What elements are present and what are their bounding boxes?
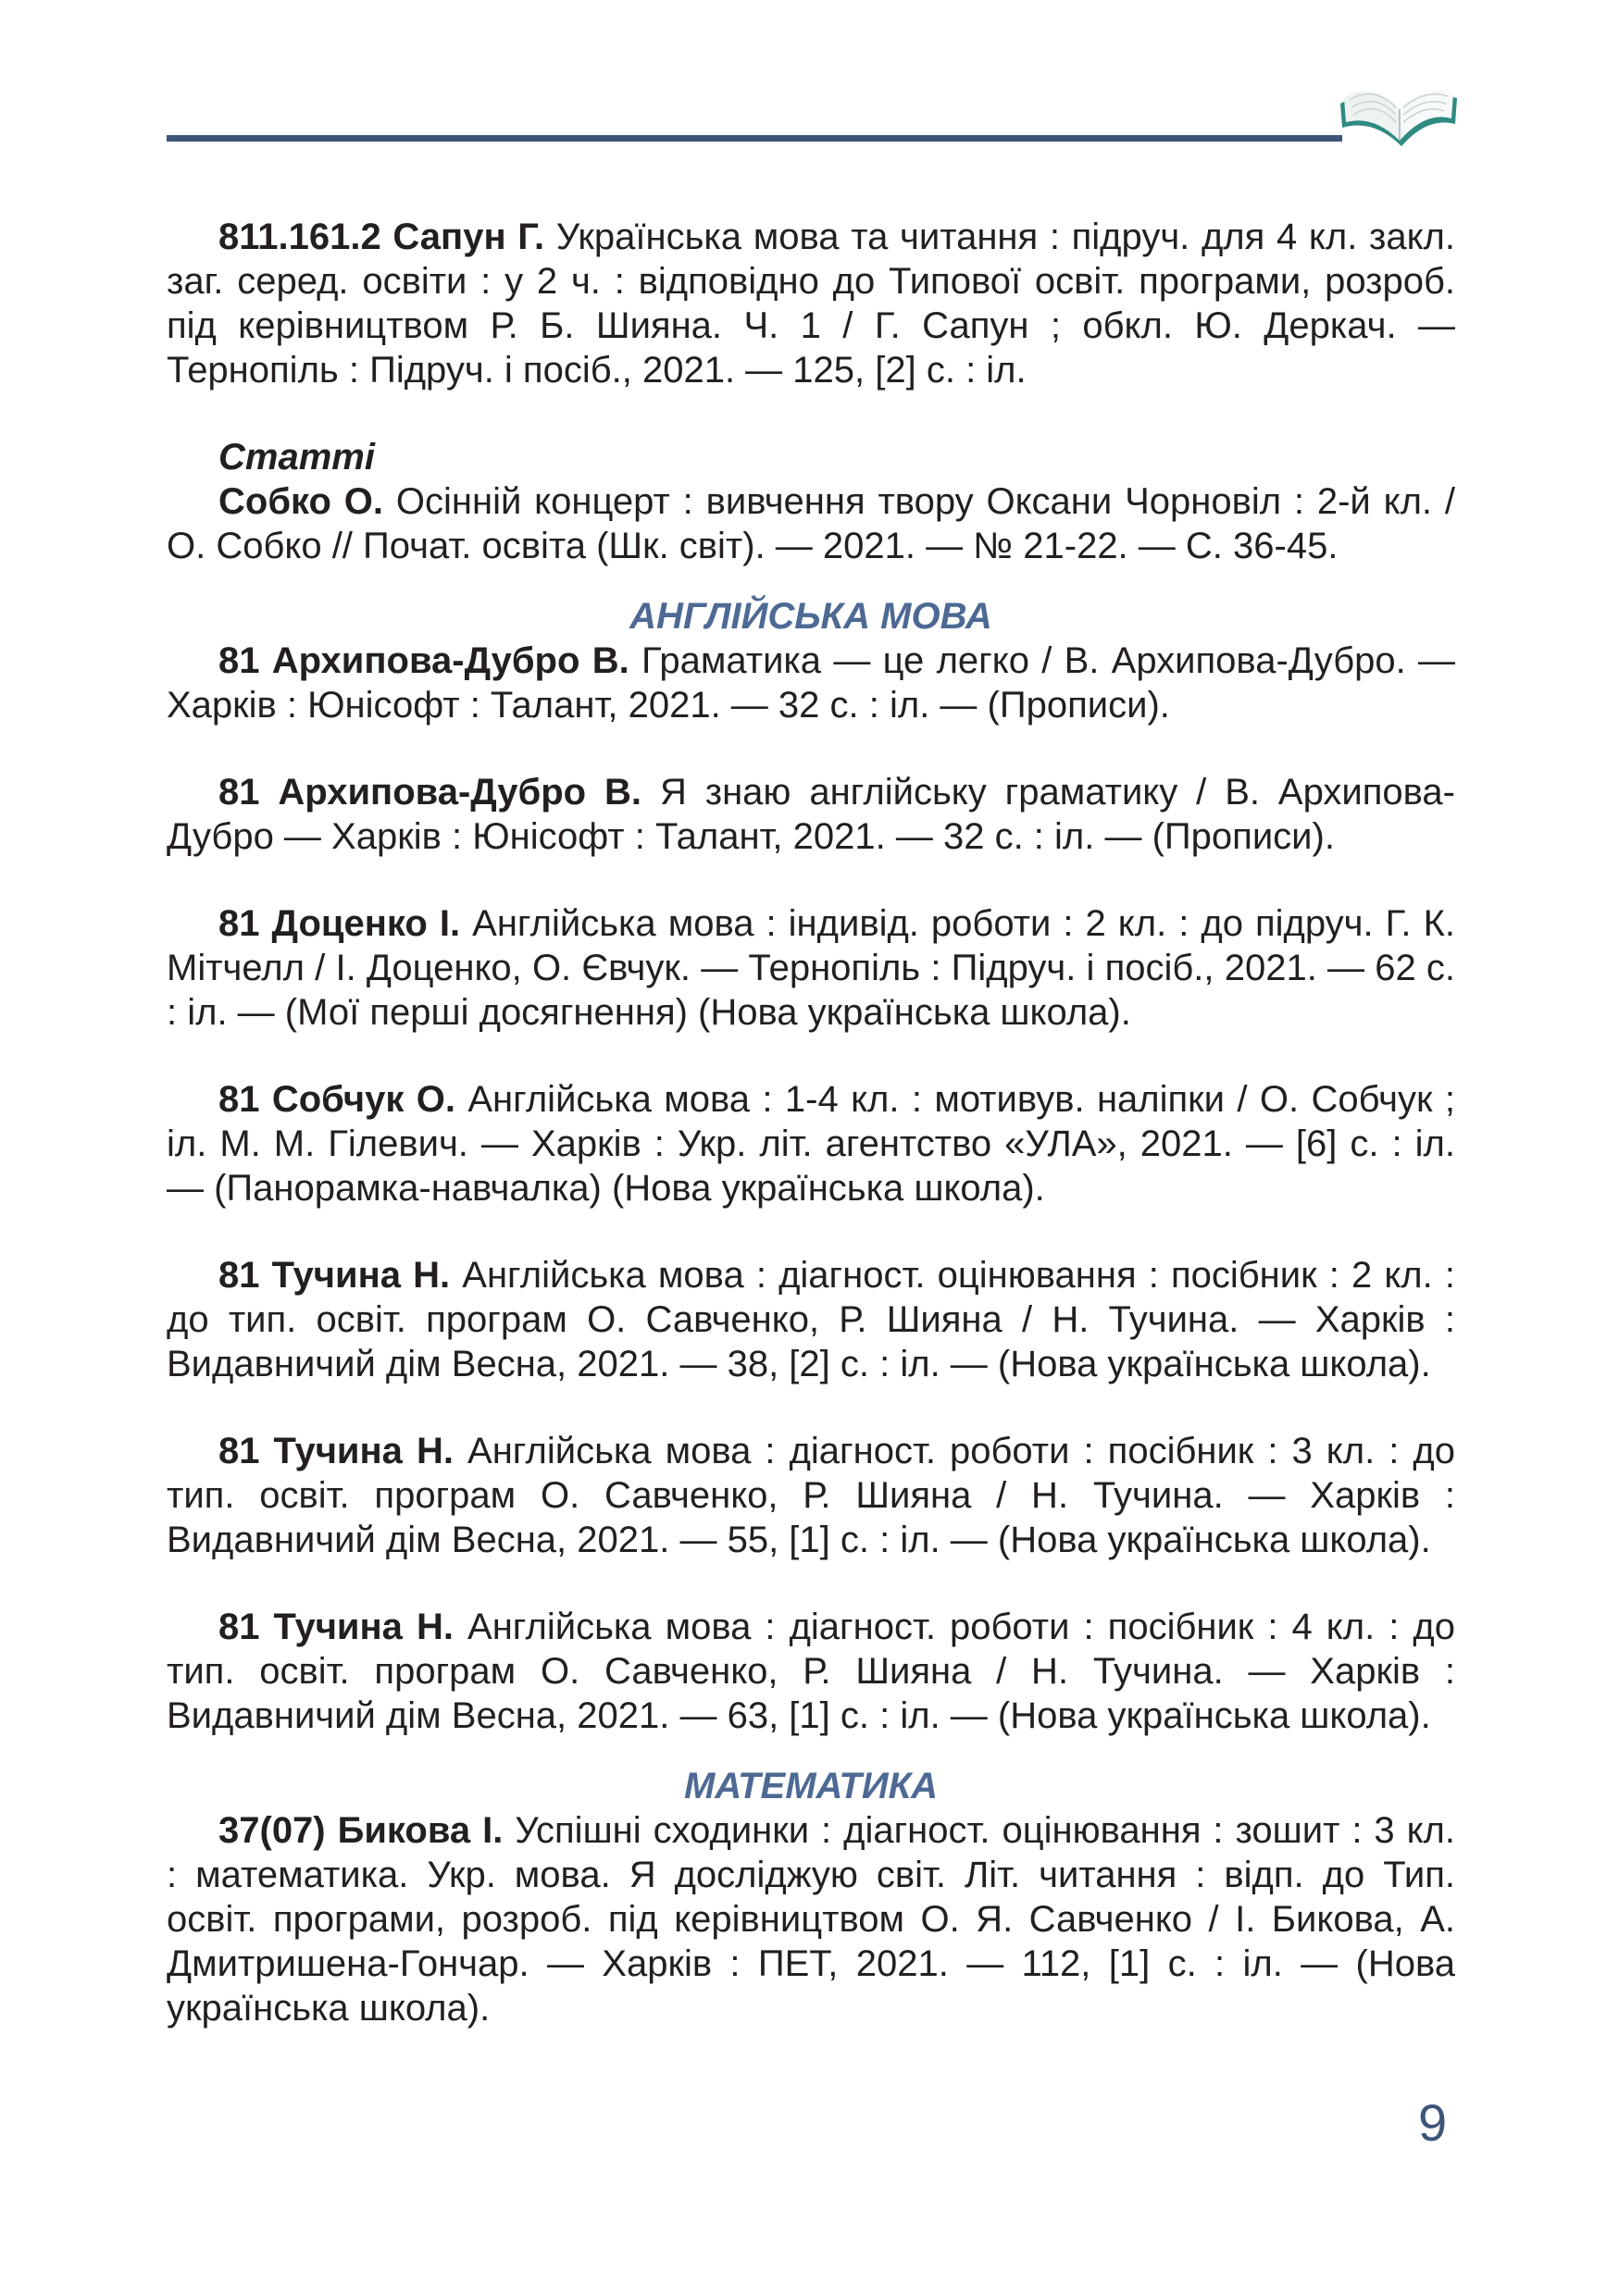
entry-text: Англійська мова : діагност. оцінювання : посібник : 2 кл. : до тип. освіт. програм О. Савченко, Р. Шияна / Н. Тучина. — Харків : Видавничий дім Весна, 2021. — 38, [2] с. : іл. — (Нова українська школа). <box>167 1255 1455 1384</box>
entry-code-author: 81 Тучина Н. <box>218 1607 454 1647</box>
entry-text: Англійська мова : діагност. роботи : посібник : 3 кл. : до тип. освіт. програм О. Савченко, Р. Шияна / Н. Тучина. — Харків : Видавничий дім Весна, 2021. — 55, [1] с. : іл. — (Нова українська школа). <box>167 1431 1455 1560</box>
entry-text: Граматика — це легко / В. Архипова-Дубро. — Харків : Юнісофт : Талант, 2021. — 32 с. : іл. — (Прописи). <box>167 640 1455 726</box>
bib-entry <box>167 215 1455 392</box>
entry-code-author: 81 Тучина Н. <box>218 1431 454 1471</box>
entry-code-author: 811.161.2 Сапун Г. <box>218 217 545 257</box>
entry-text: Осінній концерт : вивчення твору Оксани Чорновіл : 2-й кл. / О. Собко // Почат. освіта (Шк. світ). — 2021. — № 21-22. — С. 36-45. <box>167 481 1455 566</box>
bib-entry <box>167 901 1455 1035</box>
entry-code-author: Собко О. <box>218 481 384 522</box>
entry-text: Англійська мова : діагност. роботи : посібник : 4 кл. : до тип. освіт. програм О. Савченко, Р. Шияна / Н. Тучина. — Харків : Видавничий дім Весна, 2021. — 63, [1] с. : іл. — (Нова українська школа). <box>167 1607 1455 1736</box>
entry-code-author: 81 Архипова-Дубро В. <box>218 640 629 681</box>
entry-text: Я знаю англійську граматику / В. Архипова-Дубро — Харків : Юнісофт : Талант, 2021. — 32 с. : іл. — (Прописи). <box>167 772 1456 857</box>
bib-entry <box>167 639 1455 727</box>
entry-text: Англійська мова : індивід. роботи : 2 кл. : до підруч. Г. К. Мітчелл / І. Доценко, О. Євчук. — Тернопіль : Підруч. і посіб., 2021. — 62 с. : іл. — (Мої перші досягнення) (Нова українська школа). <box>167 903 1455 1033</box>
open-book-icon <box>1333 67 1463 168</box>
entry-code-author: 81 Собчук О. <box>218 1079 455 1120</box>
page-content <box>167 215 1455 2073</box>
entry-code-author: 81 Доценко І. <box>218 903 461 944</box>
bib-entry <box>167 1429 1455 1562</box>
section-heading-math: МАТЕМАТИКА <box>683 1766 939 1806</box>
header-rule <box>167 135 1342 142</box>
entry-text: Успішні сходинки : діагност. оцінювання : зошит : 3 кл. : математика. Укр. мова. Я досліджую світ. Літ. читання : відп. до Тип. освіт. програми, розроб. під керівництвом О. Я. Савченко / І. Бикова, А. Дмитришена-Гончар. — Харків : ПЕТ, 2021. — 112, [1] с. : іл. — (Нова українська школа). <box>167 1810 1455 2029</box>
page-number: 9 <box>1418 2093 1448 2152</box>
entry-code-author: 81 Тучина Н. <box>218 1255 451 1296</box>
entry-text: Англійська мова : 1-4 кл. : мотивув. наліпки / О. Собчук ; іл. М. М. Гілевич. — Харків : Укр. літ. агентство «УЛА», 2021. — [6] с. : іл. — (Панорамка-навчалка) (Нова українська школа). <box>167 1079 1455 1209</box>
bib-entry <box>167 770 1455 859</box>
bib-entry <box>167 1253 1455 1386</box>
bib-entry <box>167 1808 1455 2030</box>
entry-text: Українська мова та читання : підруч. для 4 кл. закл. заг. серед. освіти : у 2 ч. : відповідно до Типової освіт. програми, розроб. під керівництвом Р. Б. Шияна. Ч. 1 / Г. Сапун ; обкл. Ю. Деркач. — Тернопіль : Підруч. і посіб., 2021. — 125, [2] с. : іл. <box>167 217 1455 391</box>
entry-code-author: 37(07) Бикова І. <box>218 1810 504 1851</box>
bib-entry <box>167 479 1455 568</box>
section-heading-english: АНГЛІЙСЬКА МОВА <box>629 596 992 637</box>
articles-heading: Статті <box>218 437 375 478</box>
bib-entry <box>167 1077 1455 1210</box>
entry-code-author: 81 Архипова-Дубро В. <box>218 772 641 813</box>
bib-entry <box>167 1605 1455 1738</box>
